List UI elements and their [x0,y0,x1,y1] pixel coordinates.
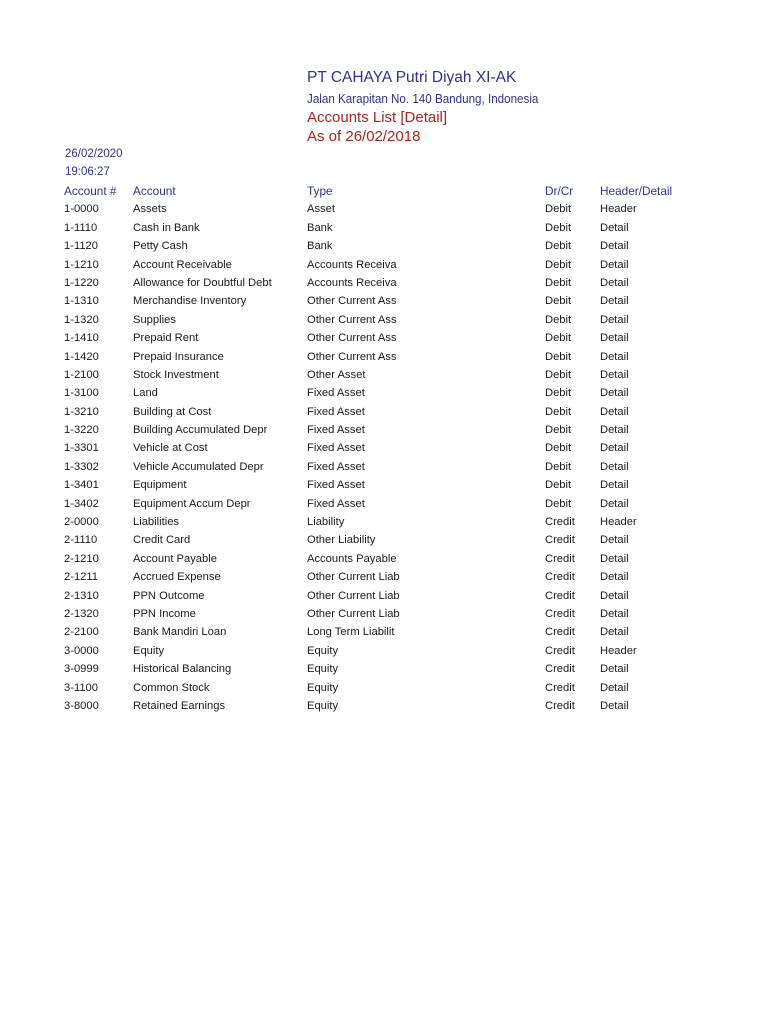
accounts-table [0,182,768,715]
company-address: Jalan Karapitan No. 140 Bandung, Indonesia [307,92,539,106]
dr-cr-cell: Credit [545,607,575,620]
account-type-cell: Equity [307,699,339,712]
dr-cr-cell: Debit [545,442,572,455]
account-name-cell: Retained Earnings [133,699,226,712]
account-name-cell: PPN Outcome [133,589,205,602]
table-row [0,660,768,678]
table-row [0,531,768,549]
dr-cr-cell: Credit [545,626,575,639]
account-name-cell: Credit Card [133,534,191,547]
account-name-cell: Equipment [133,479,187,492]
header-detail-cell: Detail [600,699,629,712]
column-header-header-detail: Header/Detail [600,184,673,198]
header-detail-cell: Header [600,203,637,216]
header-detail-cell: Detail [600,626,629,639]
dr-cr-cell: Credit [545,552,575,565]
account-number-cell: 1-3302 [64,460,99,473]
account-name-cell: Merchandise Inventory [133,295,247,308]
header-detail-cell: Detail [600,387,629,400]
dr-cr-cell: Debit [545,221,572,234]
table-row [0,274,768,292]
header-detail-cell: Detail [600,350,629,363]
account-name-cell: Building Accumulated Depr [133,424,268,437]
header-detail-cell: Detail [600,424,629,437]
dr-cr-cell: Debit [545,350,572,363]
account-number-cell: 2-2100 [64,626,99,639]
dr-cr-cell: Debit [545,258,572,271]
account-type-cell: Other Current Liab [307,607,400,620]
account-type-cell: Equity [307,663,339,676]
account-name-cell: Bank Mandiri Loan [133,626,227,639]
account-type-cell: Fixed Asset [307,405,365,418]
account-type-cell: Fixed Asset [307,424,365,437]
table-row [0,219,768,237]
table-row [0,403,768,421]
account-type-cell: Fixed Asset [307,479,365,492]
account-number-cell: 1-0000 [64,203,99,216]
table-row [0,311,768,329]
table-row [0,366,768,384]
report-title: Accounts List [Detail] [307,109,448,126]
account-type-cell: Other Current Liab [307,589,400,602]
header-detail-cell: Detail [600,258,629,271]
account-name-cell: Account Payable [133,552,217,565]
dr-cr-cell: Debit [545,203,572,216]
account-number-cell: 2-1210 [64,552,99,565]
header-detail-cell: Detail [600,460,629,473]
account-type-cell: Fixed Asset [307,460,365,473]
account-type-cell: Other Current Liab [307,571,400,584]
account-number-cell: 1-2100 [64,368,99,381]
account-name-cell: Petty Cash [133,240,188,253]
account-type-cell: Accounts Receiva [307,258,397,271]
dr-cr-cell: Credit [545,589,575,602]
table-row [0,568,768,586]
account-number-cell: 2-1110 [64,534,98,547]
dr-cr-cell: Debit [545,424,572,437]
account-name-cell: Allowance for Doubtful Debt [133,276,272,289]
account-type-cell: Accounts Payable [307,552,397,565]
company-name: PT CAHAYA Putri Diyah XI-AK [307,69,517,86]
table-header-row [0,182,768,200]
report-as-of-date: As of 26/02/2018 [307,128,421,145]
dr-cr-cell: Credit [545,699,575,712]
table-row [0,679,768,697]
dr-cr-cell: Debit [545,240,572,253]
account-number-cell: 1-1410 [64,332,99,345]
table-row [0,384,768,402]
header-detail-cell: Detail [600,313,629,326]
account-type-cell: Other Current Ass [307,332,397,345]
column-header-type: Type [307,184,333,198]
header-detail-cell: Detail [600,332,629,345]
account-type-cell: Other Current Ass [307,350,397,363]
header-detail-cell: Detail [600,607,629,620]
print-date: 26/02/2020 [65,148,123,160]
account-type-cell: Bank [307,221,333,234]
account-number-cell: 1-3210 [64,405,99,418]
dr-cr-cell: Debit [545,295,572,308]
header-detail-cell: Detail [600,497,629,510]
header-detail-cell: Detail [600,571,629,584]
account-type-cell: Fixed Asset [307,387,365,400]
header-detail-cell: Detail [600,552,629,565]
account-number-cell: 2-1320 [64,607,99,620]
table-row [0,513,768,531]
dr-cr-cell: Credit [545,644,575,657]
account-number-cell: 3-1100 [64,681,99,694]
dr-cr-cell: Debit [545,387,572,400]
header-detail-cell: Header [600,516,637,529]
header-detail-cell: Detail [600,442,629,455]
account-name-cell: Account Receivable [133,258,232,271]
table-row [0,292,768,310]
header-detail-cell: Detail [600,534,629,547]
account-number-cell: 1-3301 [64,442,99,455]
account-number-cell: 1-1420 [64,350,99,363]
table-row [0,256,768,274]
dr-cr-cell: Debit [545,497,572,510]
account-type-cell: Other Asset [307,368,366,381]
account-name-cell: Historical Balancing [133,663,232,676]
table-row [0,476,768,494]
account-number-cell: 3-0000 [64,644,99,657]
dr-cr-cell: Debit [545,313,572,326]
account-number-cell: 1-1320 [64,313,99,326]
account-number-cell: 1-1220 [64,276,99,289]
account-type-cell: Other Current Ass [307,295,397,308]
account-name-cell: Cash in Bank [133,221,200,234]
account-number-cell: 1-1210 [64,258,99,271]
account-name-cell: Equipment Accum Depr [133,497,251,510]
table-row [0,623,768,641]
account-name-cell: Prepaid Rent [133,332,199,345]
account-name-cell: Prepaid Insurance [133,350,224,363]
table-row [0,605,768,623]
account-name-cell: Vehicle Accumulated Depr [133,460,264,473]
column-header-dr-cr: Dr/Cr [545,184,574,198]
account-number-cell: 1-1310 [64,295,99,308]
account-number-cell: 3-0999 [64,663,99,676]
account-name-cell: Supplies [133,313,176,326]
table-row [0,642,768,660]
account-number-cell: 1-3220 [64,424,99,437]
account-type-cell: Accounts Receiva [307,276,397,289]
account-number-cell: 2-1211 [64,571,99,584]
account-number-cell: 2-1310 [64,589,99,602]
account-type-cell: Equity [307,644,339,657]
account-type-cell: Fixed Asset [307,442,365,455]
table-row [0,458,768,476]
account-name-cell: Accrued Expense [133,571,221,584]
dr-cr-cell: Credit [545,516,575,529]
column-header-account: Account [133,184,176,198]
header-detail-cell: Detail [600,663,629,676]
column-header-account-number: Account # [64,184,117,198]
account-number-cell: 1-3402 [64,497,99,510]
table-row [0,439,768,457]
table-row [0,200,768,218]
dr-cr-cell: Debit [545,368,572,381]
table-row [0,237,768,255]
table-body [0,200,768,715]
table-row [0,421,768,439]
header-detail-cell: Detail [600,405,629,418]
account-number-cell: 1-1120 [64,240,99,253]
header-detail-cell: Detail [600,240,629,253]
account-name-cell: Common Stock [133,681,210,694]
dr-cr-cell: Credit [545,534,575,547]
table-row [0,697,768,715]
header-detail-cell: Detail [600,368,629,381]
dr-cr-cell: Debit [545,479,572,492]
dr-cr-cell: Debit [545,460,572,473]
account-type-cell: Liability [307,516,345,529]
account-type-cell: Other Current Ass [307,313,397,326]
account-name-cell: Stock Investment [133,368,219,381]
account-type-cell: Fixed Asset [307,497,365,510]
header-detail-cell: Header [600,644,637,657]
dr-cr-cell: Debit [545,332,572,345]
print-time: 19:06:27 [65,166,110,178]
account-name-cell: Building at Cost [133,405,212,418]
account-name-cell: Assets [133,203,167,216]
account-number-cell: 1-3100 [64,387,99,400]
account-number-cell: 1-3401 [64,479,99,492]
account-name-cell: PPN Income [133,607,196,620]
header-detail-cell: Detail [600,221,629,234]
header-detail-cell: Detail [600,479,629,492]
account-type-cell: Bank [307,240,333,253]
account-type-cell: Other Liability [307,534,376,547]
table-row [0,348,768,366]
account-type-cell: Equity [307,681,339,694]
header-detail-cell: Detail [600,295,629,308]
dr-cr-cell: Credit [545,663,575,676]
account-name-cell: Equity [133,644,165,657]
table-row [0,587,768,605]
dr-cr-cell: Debit [545,276,572,289]
dr-cr-cell: Debit [545,405,572,418]
dr-cr-cell: Credit [545,571,575,584]
table-row [0,550,768,568]
account-name-cell: Land [133,387,158,400]
table-row [0,495,768,513]
account-number-cell: 1-1110 [64,221,98,234]
header-detail-cell: Detail [600,276,629,289]
account-type-cell: Asset [307,203,335,216]
account-type-cell: Long Term Liabilit [307,626,395,639]
table-row [0,329,768,347]
account-name-cell: Vehicle at Cost [133,442,208,455]
report-header [307,68,747,146]
header-detail-cell: Detail [600,681,629,694]
account-number-cell: 3-8000 [64,699,99,712]
dr-cr-cell: Credit [545,681,575,694]
account-number-cell: 2-0000 [64,516,99,529]
account-name-cell: Liabilities [133,516,180,529]
header-detail-cell: Detail [600,589,629,602]
